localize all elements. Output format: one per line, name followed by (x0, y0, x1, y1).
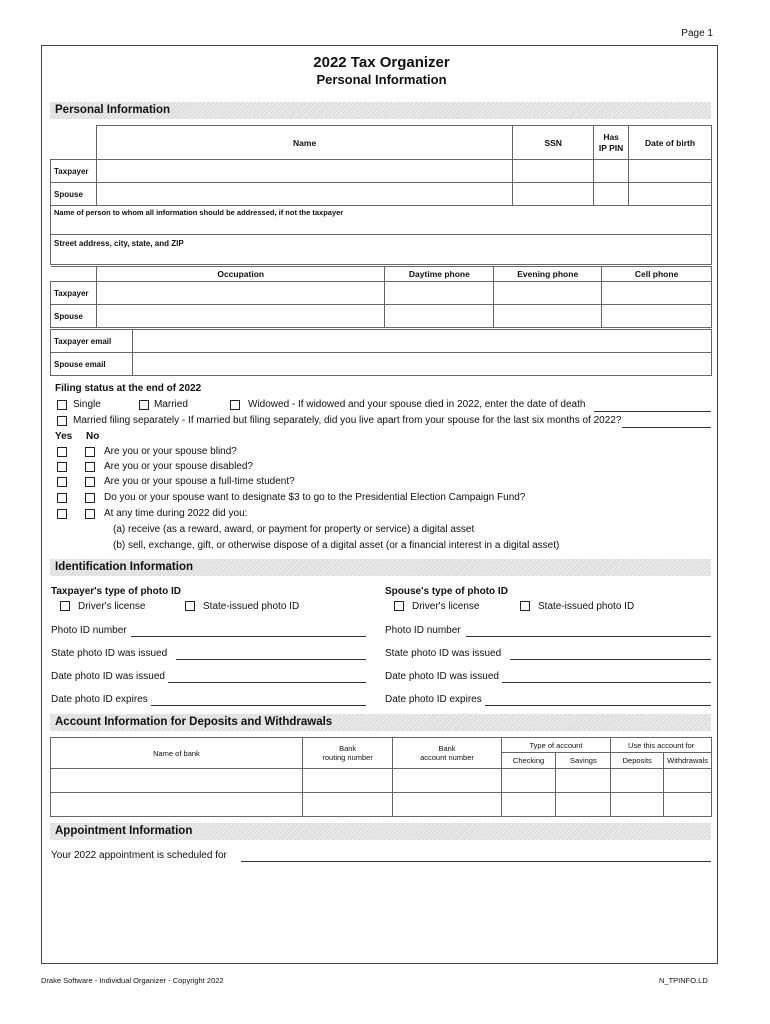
spouse-state-issued-label: State photo ID was issued (385, 648, 502, 659)
col-use-for: Use this account for (611, 738, 712, 753)
question-digital-asset: At any time during 2022 did you: (104, 508, 248, 519)
spouse-occupation-field[interactable] (96, 305, 384, 328)
bank2-account-field[interactable] (393, 793, 501, 817)
spouse-email-label: Spouse email (51, 353, 133, 376)
street-address-field[interactable]: Street address, city, state, and ZIP (51, 235, 712, 265)
digital-asset-sub-a: (a) receive (as a reward, award, or payment for property or service) a digital asset (113, 524, 475, 535)
digital-asset-no-checkbox[interactable] (85, 509, 95, 519)
appointment-label: Your 2022 appointment is scheduled for (51, 850, 227, 861)
bank1-withdrawals-field[interactable] (664, 769, 712, 793)
form-subtitle: Personal Information (316, 72, 447, 87)
taxpayer-occupation-field[interactable] (96, 282, 384, 305)
taxpayer-email-field[interactable] (132, 330, 711, 353)
spouse-state-id-checkbox[interactable] (520, 601, 530, 611)
mfs-checkbox[interactable] (57, 416, 67, 426)
campaign-yes-checkbox[interactable] (57, 493, 67, 503)
col-occupation: Occupation (96, 267, 384, 282)
single-checkbox[interactable] (57, 400, 67, 410)
taxpayer-state-issued-label: State photo ID was issued (51, 648, 168, 659)
spouse-cell-field[interactable] (602, 305, 712, 328)
bank2-withdrawals-field[interactable] (664, 793, 712, 817)
taxpayer-drivers-license-checkbox[interactable] (60, 601, 70, 611)
spouse-date-issued-label: Date photo ID was issued (385, 671, 499, 682)
col-checking: Checking (501, 753, 556, 769)
taxpayer-email-label: Taxpayer email (51, 330, 133, 353)
col-account-number: Bank account number (393, 738, 501, 769)
spouse-photo-id-number-line[interactable] (466, 636, 711, 637)
occupation-phone-table (50, 266, 712, 328)
yes-heading: Yes (55, 431, 73, 442)
col-ip-pin: Has IP PIN (594, 126, 629, 160)
digital-asset-sub-b: (b) sell, exchange, gift, or otherwise dispose of a digital asset (or a financial interest in a digital asset) (113, 540, 560, 551)
no-heading: No (86, 431, 100, 442)
col-name-of-bank: Name of bank (51, 738, 303, 769)
footer-copyright: Drake Software - Individual Organizer - Copyright 2022 (41, 976, 224, 985)
spouse-daytime-field[interactable] (385, 305, 494, 328)
spouse-email-field[interactable] (132, 353, 711, 376)
col-daytime-phone: Daytime phone (385, 267, 494, 282)
bank1-account-field[interactable] (393, 769, 501, 793)
single-label: Single (73, 399, 101, 410)
spouse-drivers-license-label: Driver's license (412, 601, 480, 612)
appointment-line[interactable] (241, 861, 711, 862)
spouse-date-expires-label: Date photo ID expires (385, 694, 482, 705)
bank1-name-field[interactable] (51, 769, 303, 793)
question-disabled: Are you or your spouse disabled? (104, 461, 253, 472)
disabled-yes-checkbox[interactable] (57, 462, 67, 472)
row-taxpayer-label: Taxpayer (51, 160, 97, 183)
section-header-identification: Identification Information (50, 559, 711, 576)
spouse-state-id-label: State-issued photo ID (538, 601, 635, 612)
spouse-drivers-license-checkbox[interactable] (394, 601, 404, 611)
taxpayer-ippin-field[interactable] (594, 160, 629, 183)
taxpayer-date-expires-line[interactable] (151, 705, 366, 706)
spouse-date-issued-line[interactable] (502, 682, 711, 683)
bank1-savings-field[interactable] (556, 769, 611, 793)
col-deposits: Deposits (611, 753, 664, 769)
filing-status-heading: Filing status at the end of 2022 (55, 383, 202, 394)
taxpayer-daytime-field[interactable] (385, 282, 494, 305)
col-withdrawals: Withdrawals (664, 753, 712, 769)
taxpayer-cell-field[interactable] (602, 282, 712, 305)
title-block (41, 54, 722, 87)
taxpayer-id-type-heading: Taxpayer's type of photo ID (51, 586, 181, 597)
widowed-label: Widowed - If widowed and your spouse died in 2022, enter the date of death (248, 399, 586, 410)
bank-accounts-table (50, 737, 712, 817)
question-blind: Are you or your spouse blind? (104, 446, 237, 457)
mfs-answer-line[interactable] (622, 427, 711, 428)
bank2-routing-field[interactable] (302, 793, 392, 817)
form-title: 2022 Tax Organizer (313, 54, 450, 71)
digital-asset-yes-checkbox[interactable] (57, 509, 67, 519)
taxpayer-drivers-license-label: Driver's license (78, 601, 146, 612)
row-spouse-label: Spouse (51, 183, 97, 206)
married-checkbox[interactable] (139, 400, 149, 410)
section-header-accounts: Account Information for Deposits and Withdrawals (50, 714, 711, 731)
taxpayer-date-issued-label: Date photo ID was issued (51, 671, 165, 682)
bank2-name-field[interactable] (51, 793, 303, 817)
disabled-no-checkbox[interactable] (85, 462, 95, 472)
bank2-deposits-field[interactable] (611, 793, 664, 817)
col-savings: Savings (556, 753, 611, 769)
spouse-evening-field[interactable] (494, 305, 602, 328)
spouse-date-expires-line[interactable] (485, 705, 711, 706)
taxpayer-evening-field[interactable] (494, 282, 602, 305)
taxpayer-photo-id-number-label: Photo ID number (51, 625, 127, 636)
death-date-line[interactable] (594, 411, 711, 412)
spouse-ippin-field[interactable] (594, 183, 629, 206)
col-evening-phone: Evening phone (494, 267, 602, 282)
taxpayer-date-issued-line[interactable] (168, 682, 366, 683)
addressee-field[interactable]: Name of person to whom all information should be addressed, if not the taxpayer (51, 206, 712, 235)
campaign-no-checkbox[interactable] (85, 493, 95, 503)
spouse-dob-field[interactable] (629, 183, 712, 206)
married-label: Married (154, 399, 188, 410)
taxpayer-ssn-field[interactable] (513, 160, 594, 183)
page-number: Page 1 (681, 28, 713, 39)
bank2-checking-field[interactable] (501, 793, 556, 817)
taxpayer-state-id-checkbox[interactable] (185, 601, 195, 611)
col-type-of-account: Type of account (501, 738, 611, 753)
taxpayer-date-expires-label: Date photo ID expires (51, 694, 148, 705)
widowed-checkbox[interactable] (230, 400, 240, 410)
col-ssn: SSN (513, 126, 594, 160)
bank1-routing-field[interactable] (302, 769, 392, 793)
spouse-id-type-heading: Spouse's type of photo ID (385, 586, 508, 597)
spouse-ssn-field[interactable] (513, 183, 594, 206)
col-cell-phone: Cell phone (602, 267, 712, 282)
section-header-appointment: Appointment Information (50, 823, 711, 840)
bank1-checking-field[interactable] (501, 769, 556, 793)
spouse-photo-id-number-label: Photo ID number (385, 625, 461, 636)
taxpayer-state-issued-line[interactable] (176, 659, 366, 660)
student-no-checkbox[interactable] (85, 477, 95, 487)
taxpayer-state-id-label: State-issued photo ID (203, 601, 300, 612)
blind-no-checkbox[interactable] (85, 447, 95, 457)
row-taxpayer-label: Taxpayer (51, 282, 97, 305)
email-table (50, 329, 712, 376)
taxpayer-photo-id-number-line[interactable] (131, 636, 366, 637)
bank1-deposits-field[interactable] (611, 769, 664, 793)
student-yes-checkbox[interactable] (57, 477, 67, 487)
taxpayer-dob-field[interactable] (629, 160, 712, 183)
question-campaign-fund: Do you or your spouse want to designate $3 to go to the Presidential Election Campaign Fund? (104, 492, 526, 503)
footer-form-code: N_TPINFO.LD (659, 976, 708, 985)
spouse-state-issued-line[interactable] (510, 659, 711, 660)
col-routing-number: Bank routing number (302, 738, 392, 769)
col-name: Name (96, 126, 512, 160)
row-spouse-label: Spouse (51, 305, 97, 328)
name-ssn-table (50, 125, 712, 265)
question-student: Are you or your spouse a full-time student? (104, 476, 295, 487)
bank2-savings-field[interactable] (556, 793, 611, 817)
blind-yes-checkbox[interactable] (57, 447, 67, 457)
col-dob: Date of birth (629, 126, 712, 160)
taxpayer-name-field[interactable] (96, 160, 512, 183)
spouse-name-field[interactable] (96, 183, 512, 206)
mfs-label: Married filing separately - If married but filing separately, did you live apart from your spouse for the last six months of 2022? (73, 415, 622, 426)
section-header-personal: Personal Information (50, 102, 711, 119)
